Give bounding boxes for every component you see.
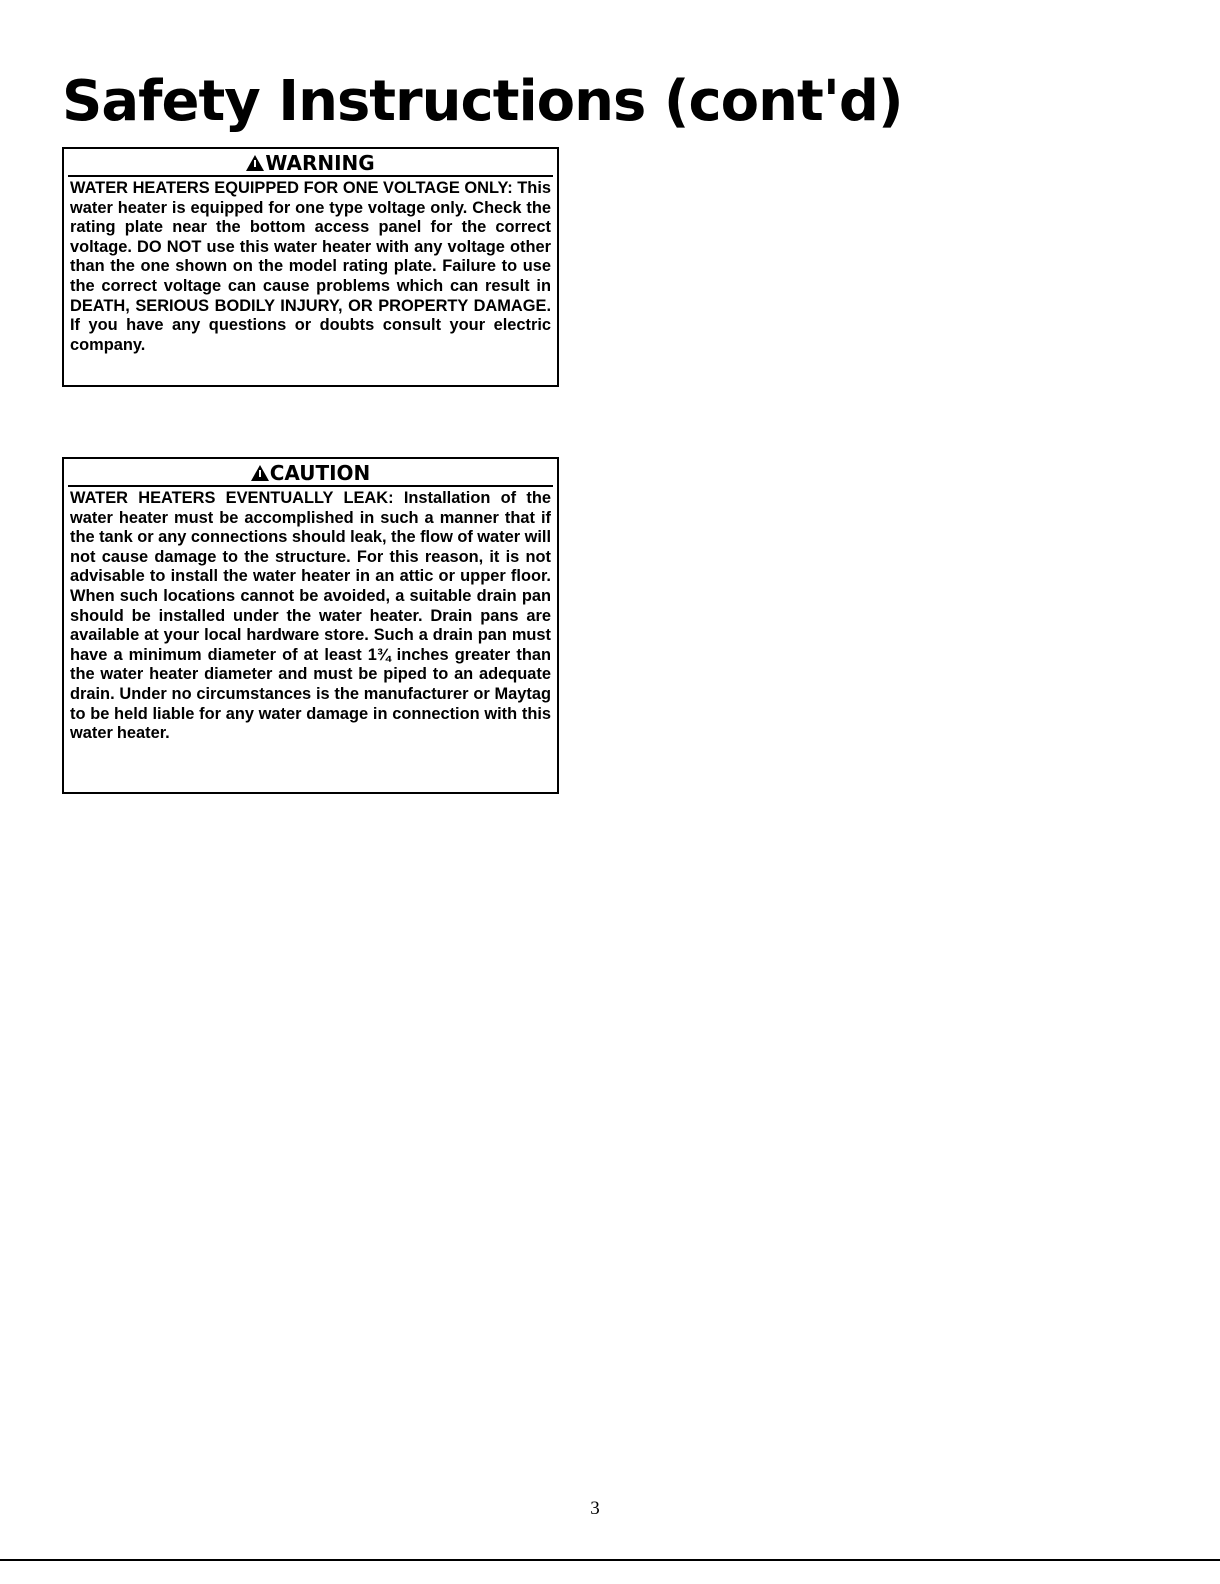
caution-heading [68,461,553,487]
caution-body: WATER HEATERS EVENTUALLY LEAK: Installation of the water heater must be accomplished in such a manner that if the tank or any connections should leak, the flow of water will not cause damage to the structure. For this reason, it is not advisable to install the water heater in an attic or upper floor. When such locations cannot be avoided, a suitable drain pan should be installed under the water heater. Drain pans are available at your local hardware store. Such a drain pan must have a minimum diameter of at least 1¾ inches greater than the water heater diameter and must be piped to an adequate drain. Under no circumstances is the manufacturer or Maytag to be held liable for any water damage in connection with this water heater. [70,489,551,743]
page-number: 3 [590,1498,600,1519]
warning-heading-label: WARNING [265,151,375,175]
warning-heading [68,151,553,177]
warning-box [62,147,559,387]
page-title: Safety Instructions (cont'd) [62,69,903,134]
caution-triangle-icon [251,465,269,481]
warning-triangle-icon [246,155,264,171]
warning-body: WATER HEATERS EQUIPPED FOR ONE VOLTAGE ONLY: This water heater is equipped for one type voltage only. Check the rating plate near the bottom access panel for the correct voltage. DO NOT use this water heater with any voltage other than the one shown on the model rating plate. Failure to use the correct voltage can cause problems which can result in DEATH, SERIOUS BODILY INJURY, OR PROPERTY DAMAGE. If you have any questions or doubts consult your electric company. [70,179,551,354]
caution-box [62,457,559,794]
caution-heading-label: CAUTION [269,461,371,485]
footer-rule [0,1559,1220,1561]
